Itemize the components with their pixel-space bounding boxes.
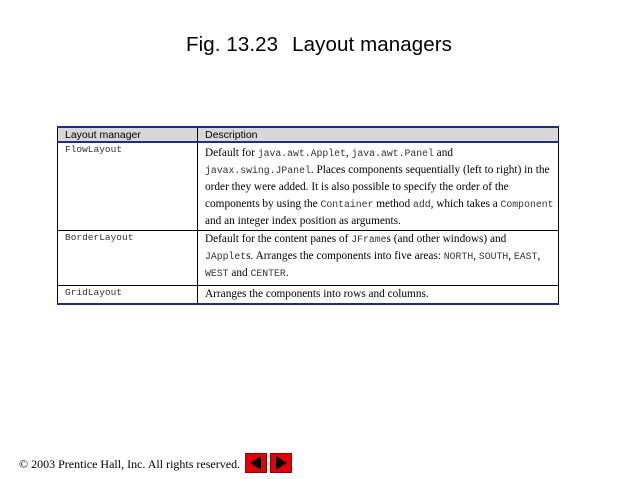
layout-name-cell: FlowLayout — [58, 142, 198, 231]
layout-managers-table — [57, 126, 559, 305]
description-text: method — [373, 198, 413, 210]
layout-description-cell — [198, 142, 559, 231]
code-term: java.awt.Panel — [351, 148, 434, 159]
code-term: Container — [320, 199, 374, 210]
header-description: Description — [198, 127, 559, 142]
code-term: WEST — [205, 268, 229, 279]
code-term: JApplet — [205, 251, 247, 262]
description-text: , which takes a — [430, 198, 501, 210]
triangle-left-icon — [246, 454, 266, 472]
code-term: SOUTH — [478, 251, 509, 262]
description-text: s (and other windows) and — [386, 233, 507, 245]
code-term: Component — [500, 199, 554, 210]
layout-name-cell: GridLayout — [58, 286, 198, 305]
description-text: , — [508, 250, 514, 262]
description-text: s. Arranges the components into five areas: — [246, 250, 444, 262]
description-text: Arranges the components into rows and columns. — [205, 288, 429, 300]
description-text: and — [433, 147, 453, 159]
code-term: add — [412, 199, 431, 210]
previous-slide-button[interactable] — [245, 453, 267, 473]
next-slide-button[interactable] — [270, 453, 292, 473]
header-layout-manager: Layout manager — [58, 127, 198, 142]
description-text: and an integer index position as arguments. — [205, 215, 401, 227]
code-term: EAST — [513, 251, 538, 262]
description-text: Default for — [205, 147, 258, 159]
description-text: . Places components sequentially (left to right) in the order they were added. It is also possible to specify the order of the components by using the — [205, 164, 550, 210]
copyright-notice: © 2003 Prentice Hall, Inc. All rights reserved. — [19, 457, 241, 471]
code-term: java.awt.Applet — [257, 148, 346, 159]
code-term: NORTH — [443, 251, 474, 262]
table-row — [58, 231, 559, 286]
layout-description-cell — [198, 286, 559, 305]
figure-caption: Layout managers — [292, 33, 453, 56]
description-text: , — [473, 250, 479, 262]
layout-name-cell: BorderLayout — [58, 231, 198, 286]
code-term: CENTER — [250, 268, 286, 279]
code-term: javax.swing.JPanel — [205, 165, 311, 176]
figure-number: Fig. 13.23 — [185, 33, 279, 56]
description-text: , — [345, 147, 352, 159]
layout-description-cell — [198, 231, 559, 286]
description-text: Default for the content panes of — [205, 233, 352, 245]
description-text: , — [537, 250, 541, 262]
code-term: JFrame — [351, 234, 387, 245]
triangle-right-icon — [271, 454, 291, 472]
description-text: and — [228, 267, 251, 279]
description-text: . — [285, 267, 289, 279]
table-row — [58, 142, 559, 231]
slide-title — [0, 33, 638, 57]
table-header-row — [58, 127, 559, 142]
table-row — [58, 286, 559, 305]
